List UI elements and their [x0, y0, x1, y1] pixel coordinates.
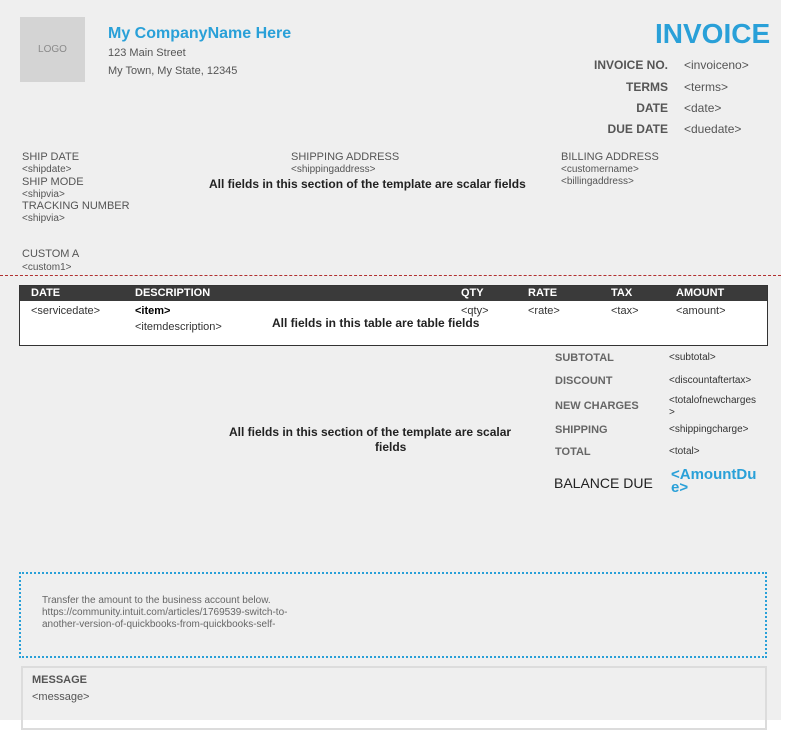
- date-label: DATE: [636, 101, 668, 115]
- due-date-value: <duedate>: [684, 122, 742, 136]
- subtotal-value: <subtotal>: [669, 352, 716, 363]
- shipping-section-note: All fields in this section of the template are scalar fields: [209, 177, 526, 191]
- row-service-date: <servicedate>: [31, 305, 101, 317]
- header-date: DATE: [31, 287, 61, 299]
- balance-due-label: BALANCE DUE: [554, 475, 653, 491]
- company-address-line2: My Town, My State, 12345: [108, 65, 238, 77]
- row-tax: <tax>: [611, 305, 639, 317]
- shipping-value: <shippingcharge>: [669, 424, 749, 435]
- transfer-link-line2: another-version-of-quickbooks-from-quickbooks-self-: [42, 619, 276, 630]
- due-date-label: DUE DATE: [607, 122, 668, 136]
- total-label: TOTAL: [555, 446, 591, 458]
- line-items-table: [19, 285, 768, 346]
- custom-a-label: CUSTOM A: [22, 248, 80, 260]
- subtotal-label: SUBTOTAL: [555, 352, 614, 364]
- message-box: [21, 666, 767, 730]
- tracking-number-value: <shipvia>: [22, 213, 65, 224]
- new-charges-value-cont: >: [669, 407, 675, 418]
- date-value: <date>: [684, 101, 722, 115]
- header-qty: QTY: [461, 287, 484, 299]
- section-divider: [0, 275, 781, 276]
- billing-address-value: <billingaddress>: [561, 176, 634, 187]
- message-label: MESSAGE: [32, 674, 88, 686]
- shipping-label: SHIPPING: [555, 424, 608, 436]
- invoice-no-label: INVOICE NO.: [593, 58, 668, 72]
- row-rate: <rate>: [528, 305, 560, 317]
- terms-label: TERMS: [626, 80, 668, 94]
- totals-section-note: All fields in this section of the template are scalar: [229, 425, 512, 439]
- company-name: My CompanyName Here: [108, 25, 292, 42]
- header-amount: AMOUNT: [676, 287, 725, 299]
- billing-address-label: BILLING ADDRESS: [561, 151, 659, 163]
- table-note: All fields in this table are table fields: [272, 316, 480, 330]
- balance-due-value: <AmountDu: [671, 466, 757, 483]
- header-tax: TAX: [611, 287, 633, 299]
- billing-customer-value: <customername>: [561, 164, 639, 175]
- custom-a-value: <custom1>: [22, 262, 72, 273]
- message-value: <message>: [32, 691, 90, 703]
- tracking-number-label: TRACKING NUMBER: [22, 200, 130, 212]
- discount-value: <discountaftertax>: [669, 375, 752, 386]
- total-value: <total>: [669, 446, 700, 457]
- company-logo-placeholder: LOGO: [20, 17, 85, 82]
- ship-mode-value: <shipvia>: [22, 189, 65, 200]
- row-amount: <amount>: [676, 305, 726, 317]
- header-description: DESCRIPTION: [135, 287, 211, 299]
- header-rate: RATE: [528, 287, 558, 299]
- totals-section-note-cont: fields: [375, 440, 407, 454]
- company-address-line1: 123 Main Street: [108, 47, 186, 59]
- ship-mode-label: SHIP MODE: [22, 176, 84, 188]
- new-charges-label: NEW CHARGES: [555, 400, 639, 412]
- terms-value: <terms>: [684, 80, 729, 94]
- transfer-link-line1: https://community.intuit.com/articles/1769539-switch-to-: [42, 607, 288, 618]
- new-charges-value: <totalofnewcharges: [669, 395, 757, 406]
- row-qty: <qty>: [461, 305, 489, 317]
- transfer-instruction: Transfer the amount to the business account below.: [42, 595, 271, 606]
- row-item-description: <itemdescription>: [135, 321, 222, 333]
- invoice-no-value: <invoiceno>: [684, 58, 749, 72]
- shipping-address-value: <shippingaddress>: [291, 164, 376, 175]
- balance-due-value-cont: e>: [671, 479, 689, 496]
- ship-date-value: <shipdate>: [22, 164, 72, 175]
- shipping-address-label: SHIPPING ADDRESS: [291, 151, 400, 163]
- row-item: <item>: [135, 305, 171, 317]
- discount-label: DISCOUNT: [555, 375, 613, 387]
- invoice-title: INVOICE: [655, 18, 771, 49]
- ship-date-label: SHIP DATE: [22, 151, 80, 163]
- table-header-bar: [20, 286, 767, 301]
